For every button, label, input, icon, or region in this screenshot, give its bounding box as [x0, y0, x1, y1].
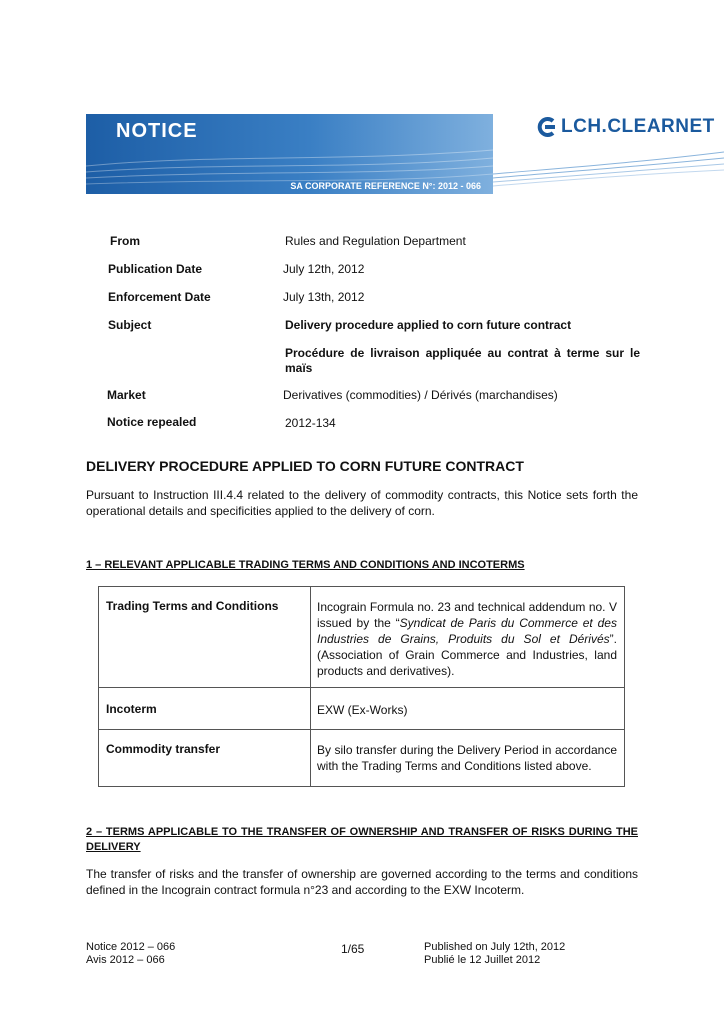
notice-title: NOTICE: [116, 120, 198, 142]
trading-terms-table: [98, 586, 625, 787]
table-row: [99, 730, 625, 787]
enforcement-date-label: Enforcement Date: [108, 290, 211, 304]
from-value: Rules and Regulation Department: [285, 234, 466, 248]
section-2-title: 2 – TERMS APPLICABLE TO THE TRANSFER OF OWNERSHIP AND TRANSFER OF RISKS DURING THE DELIVERY: [86, 826, 638, 853]
table-value-italic: Syndicat de Paris du Commerce et des Industries de Grains, Produits du Sol et Dérivés: [317, 616, 617, 646]
from-label: From: [110, 234, 140, 248]
subject-french-line1: Procédure de livraison appliquée au contrat à terme sur le: [285, 346, 640, 360]
lch-clearnet-logo: [536, 116, 715, 138]
table-value: EXW (Ex-Works): [311, 688, 625, 730]
section-2-paragraph: The transfer of risks and the transfer of ownership are governed according to the terms and conditions defined in the Incograin contract formula n°23 and according to the EXW Incoterm.: [86, 867, 638, 897]
logo-text: LCH.CLEARNET: [561, 116, 715, 137]
page-number: 1/65: [341, 942, 365, 956]
footer-published: [424, 941, 565, 967]
publication-date-label: Publication Date: [108, 262, 203, 276]
table-row: [99, 688, 625, 730]
table-row: [99, 587, 625, 688]
document-title: DELIVERY PROCEDURE APPLIED TO CORN FUTURE CONTRACT: [86, 458, 524, 474]
footer-published-fr: Publié le 12 Juillet 2012: [424, 954, 541, 966]
subject-french-line2: maïs: [285, 361, 313, 375]
table-key: Trading Terms and Conditions: [99, 587, 311, 688]
intro-paragraph: Pursuant to Instruction III.4.4 related to the delivery of commodity contracts, this Notice sets forth the operational details and specificities applied to the delivery of corn.: [86, 488, 638, 518]
footer-notice-fr: Avis 2012 – 066: [86, 954, 165, 966]
subject-english: Delivery procedure applied to corn future contract: [285, 318, 572, 332]
table-value: [311, 587, 625, 688]
footer-notice-number: [86, 941, 175, 967]
header-swoosh: [493, 140, 724, 190]
notice-repealed-label: Notice repealed: [107, 415, 197, 429]
notice-banner: [86, 114, 493, 194]
footer-notice-en: Notice 2012 – 066: [86, 941, 176, 953]
table-value: By silo transfer during the Delivery Period in accordance with the Trading Terms and Conditions listed above.: [311, 730, 625, 787]
section-1-title: 1 – RELEVANT APPLICABLE TRADING TERMS AND CONDITIONS AND INCOTERMS: [86, 559, 525, 571]
table-value-part: Incograin Formula no. 23 and technical addendum no. V issued by the “: [317, 600, 617, 630]
market-label: Market: [107, 388, 146, 402]
corporate-reference: SA CORPORATE REFERENCE N°: 2012 - 066: [290, 181, 481, 191]
logo-mark-icon: [536, 116, 558, 138]
table-value-part: ”. (Association of Grain Commerce and Industries, land products and derivatives).: [317, 632, 617, 678]
footer-published-en: Published on July 12th, 2012: [424, 941, 566, 953]
table-key: Commodity transfer: [99, 730, 311, 787]
market-value: Derivatives (commodities) / Dérivés (marchandises): [283, 388, 558, 402]
subject-label: Subject: [108, 318, 152, 332]
publication-date-value: July 12th, 2012: [283, 262, 365, 276]
table-key: Incoterm: [99, 688, 311, 730]
enforcement-date-value: July 13th, 2012: [283, 290, 365, 304]
notice-repealed-value: 2012-134: [285, 416, 336, 430]
